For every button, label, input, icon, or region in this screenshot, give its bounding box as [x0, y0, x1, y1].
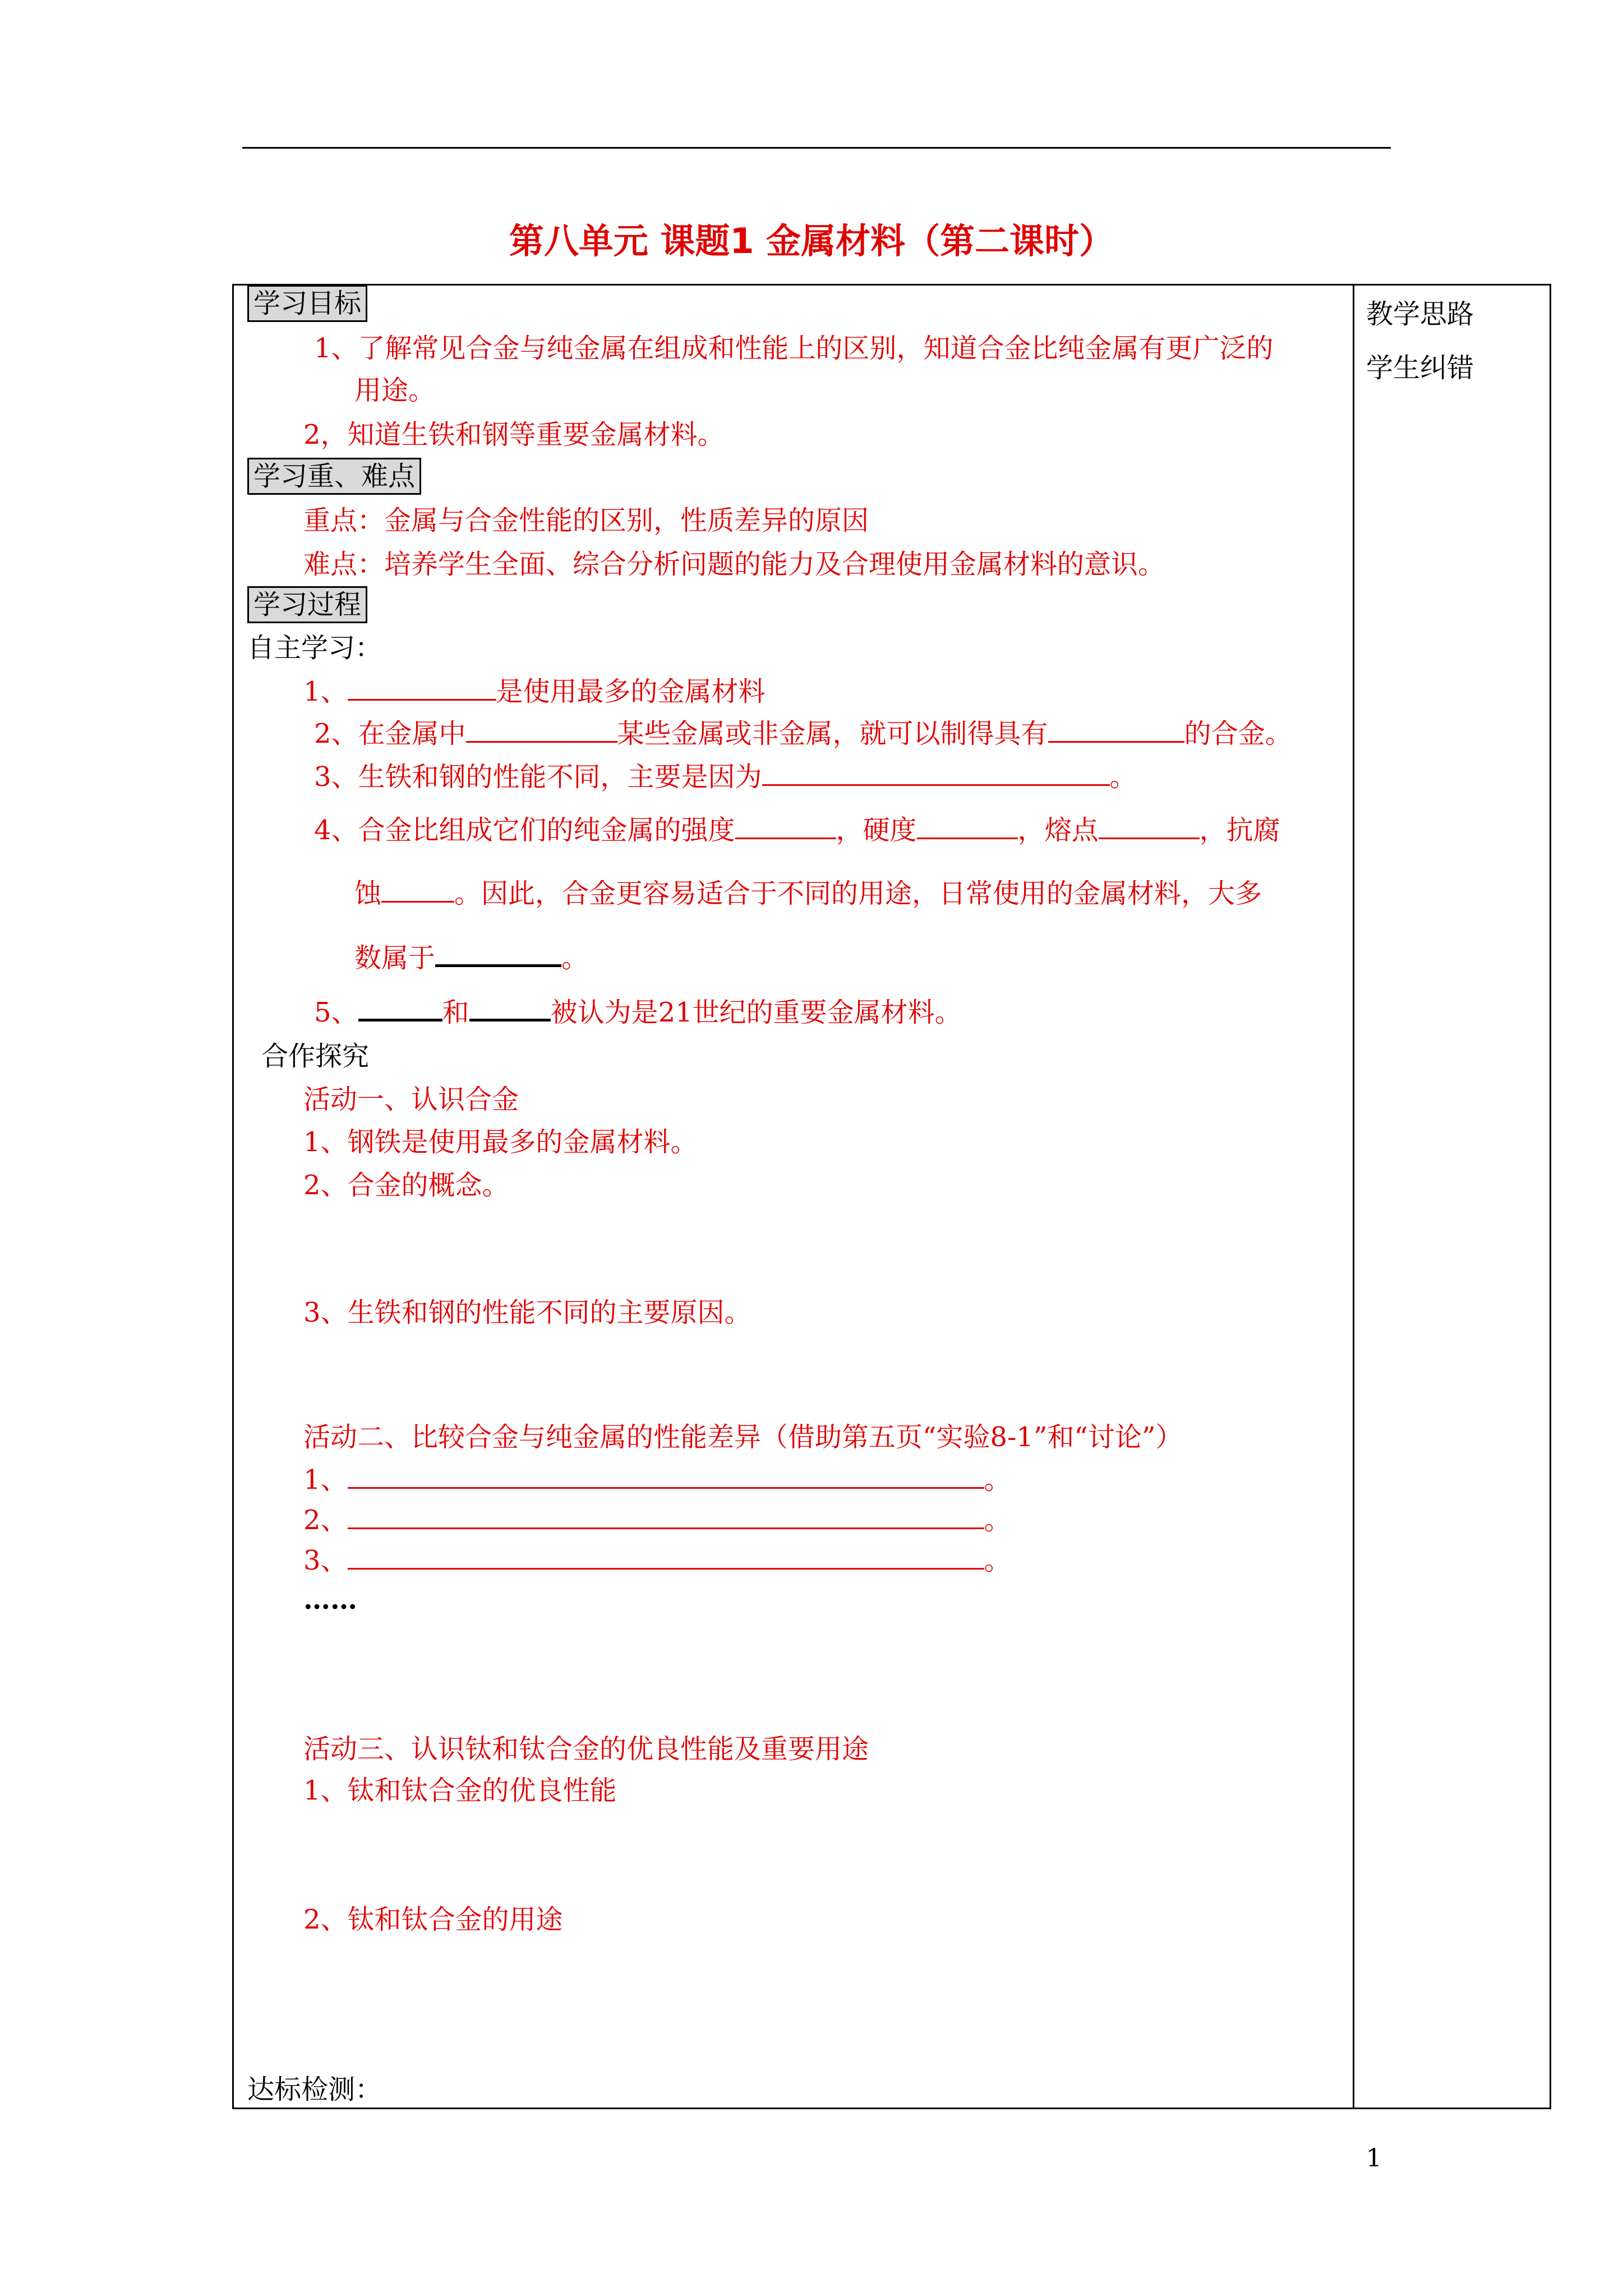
self-study-label: 自主学习： — [247, 632, 382, 664]
question-5: 5、 和 被认为是21世纪的重要金属材料。 — [314, 995, 962, 1029]
section-header-key-points: 学习重、难点 — [247, 458, 421, 495]
assessment-label: 达标检测： — [247, 2074, 382, 2105]
activity-1-item-3: 3、生铁和钢的性能不同的主要原因。 — [303, 1297, 751, 1328]
question-4-line-c: 数属于 。 — [354, 941, 588, 975]
activity-2-item-1: 1、 。 — [303, 1464, 1011, 1496]
question-2: 2、在金属中 某些金属或非金属，就可以制得具有 的合金。 — [314, 718, 1292, 749]
activity-3-item-1: 1、钛和钛合金的优良性能 — [303, 1775, 617, 1806]
activity-3-item-2: 2、钛和钛合金的用途 — [303, 1904, 563, 1935]
activity-3-title: 活动三、认识钛和钛合金的优良性能及重要用途 — [303, 1733, 869, 1765]
key-point: 重点：金属与合金性能的区别，性质差异的原因 — [303, 505, 869, 536]
section-header-process: 学习过程 — [247, 586, 367, 623]
page-title: 第八单元 课题1 金属材料（第二课时） — [509, 220, 1114, 261]
section-header-goals: 学习目标 — [247, 285, 367, 322]
activity-1-title: 活动一、认识合金 — [303, 1084, 519, 1115]
activity-2-ellipsis: …… — [303, 1584, 357, 1616]
question-1: 1、 是使用最多的金属材料 — [303, 676, 766, 707]
question-4-line-a: 4、合金比组成它们的纯金属的强度 ，硬度 ，熔点 ，抗腐 — [314, 815, 1280, 846]
column-divider — [1353, 284, 1354, 2109]
question-3: 3、生铁和钢的性能不同，主要是因为 。 — [314, 761, 1137, 793]
difficult-point: 难点：培养学生全面、综合分析问题的能力及合理使用金属材料的意识。 — [303, 549, 1165, 580]
goal-2: 2，知道生铁和钢等重要金属材料。 — [303, 419, 725, 450]
goal-1-line-a: 1、了解常见合金与纯金属在组成和性能上的区别，知道合金比纯金属有更广泛的 — [314, 333, 1274, 364]
goal-1-line-b: 用途。 — [354, 375, 436, 406]
activity-1-item-1: 1、钢铁是使用最多的金属材料。 — [303, 1126, 698, 1158]
activity-2-item-3: 3、 。 — [303, 1545, 1011, 1576]
question-4-line-b: 蚀 。因此，合金更容易适合于不同的用途，日常使用的金属材料，大多 — [354, 878, 1262, 909]
page-number: 1 — [1366, 2144, 1382, 2173]
cooperative-inquiry-label: 合作探究 — [261, 1041, 370, 1072]
sidebar-label-correction: 学生纠错 — [1366, 352, 1474, 384]
activity-2-item-2: 2、 。 — [303, 1504, 1011, 1536]
activity-1-item-2: 2、合金的概念。 — [303, 1170, 509, 1201]
activity-2-title: 活动二、比较合金与纯金属的性能差异（借助第五页“实验8-1”和“讨论”） — [303, 1421, 1183, 1453]
header-rule — [242, 147, 1391, 149]
sidebar-label-teaching: 教学思路 — [1366, 298, 1474, 330]
